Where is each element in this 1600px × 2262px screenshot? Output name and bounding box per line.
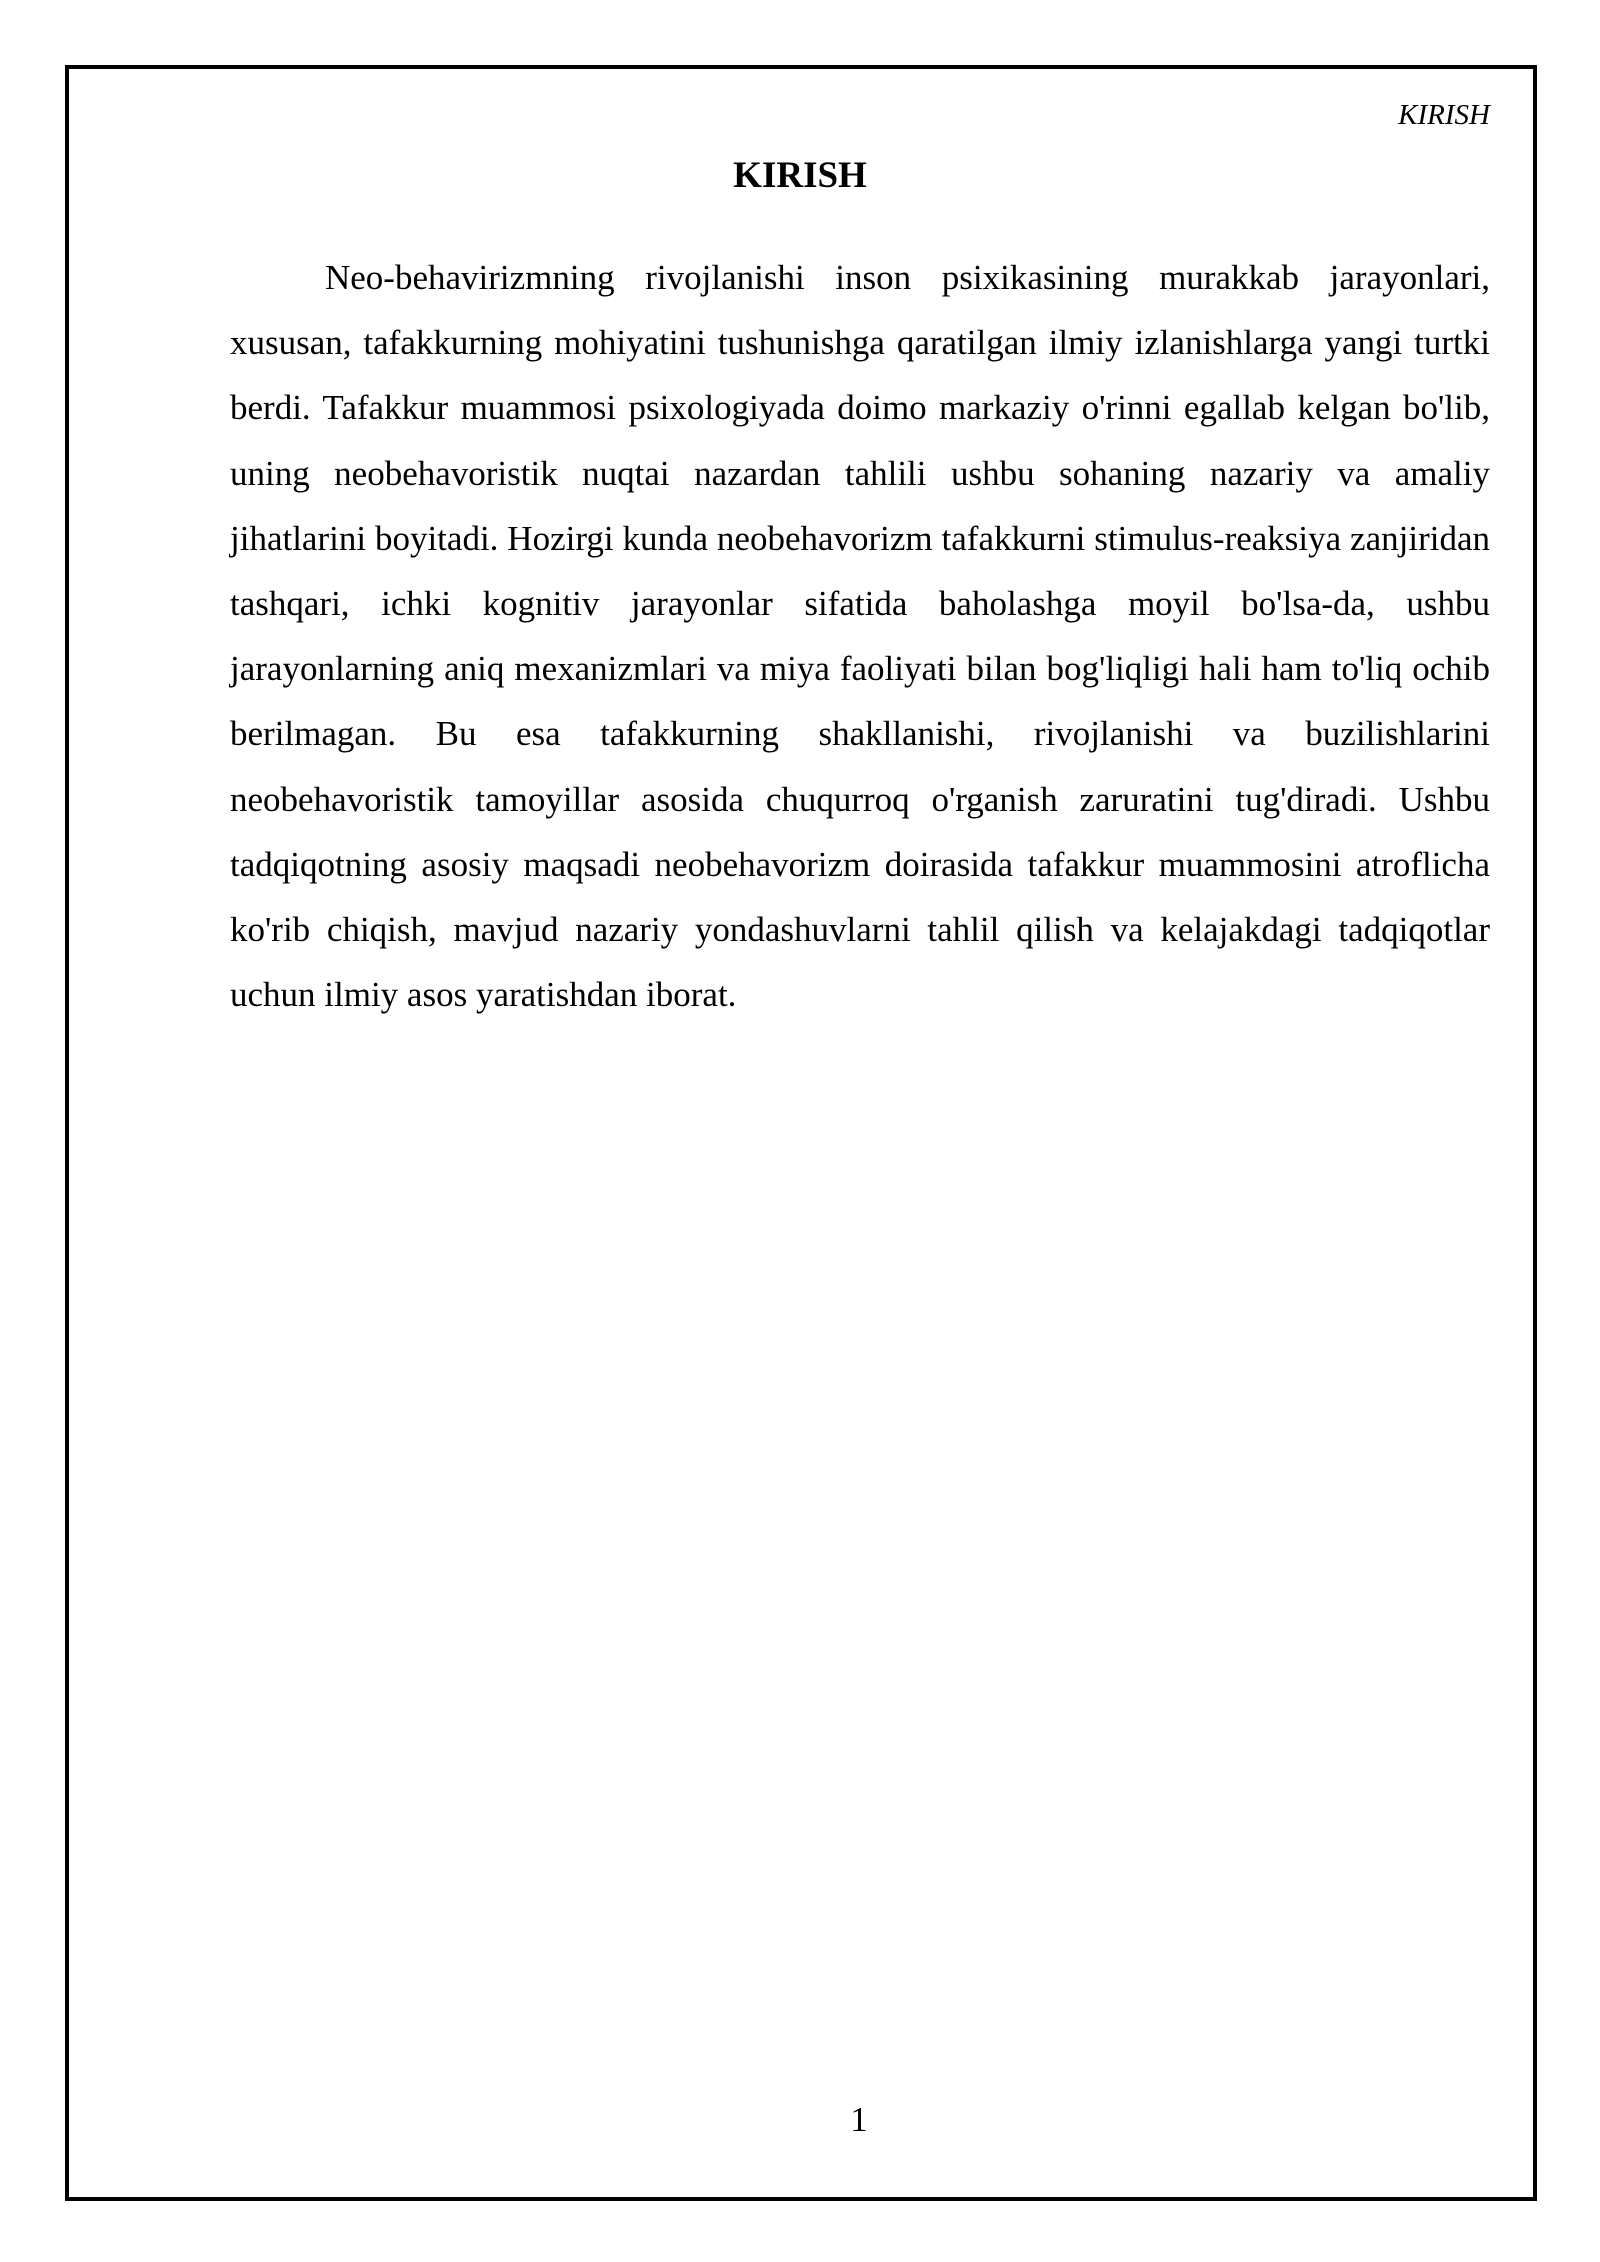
- page-number: 1: [850, 2100, 868, 2139]
- body-paragraph: Neo-behavirizmning rivojlanishi inson psixikasining murakkab jarayonlari, xususan, tafakkurning mohiyatini tushunishga qaratilgan ilmiy izlanishlarga yangi turtki berdi. Tafakkur muammosi psixologiyada doimo markaziy o'rinni egallab kelgan bo'lib, uning neobehavoristik nuqtai nazardan tahlili ushbu sohaning nazariy va amaliy jihatlarini boyitadi. Hozirgi kunda neobehavorizm tafakkurni stimulus-reaksiya zanjiridan tashqari, ichki kognitiv jarayonlar sifatida baholashga moyil bo'lsa-da, ushbu jarayonlarning aniq mexanizmlari va miya faoliyati bilan bog'liqligi hali ham to'liq ochib berilmagan. Bu esa tafakkurning shakllanishi, rivojlanishi va buzilishlarini neobehavoristik tamoyillar asosida chuqurroq o'rganish zaruratini tug'diradi. Ushbu tadqiqotning asosiy maqsadi neobehavorizm doirasida tafakkur muammosini atroflicha ko'rib chiqish, mavjud nazariy yondashuvlarni tahlil qilish va kelajakdagi tadqiqotlar uchun ilmiy asos yaratishdan iborat.: [230, 258, 1490, 1015]
- page-title: KIRISH: [733, 155, 867, 196]
- running-header: KIRISH: [1398, 99, 1490, 131]
